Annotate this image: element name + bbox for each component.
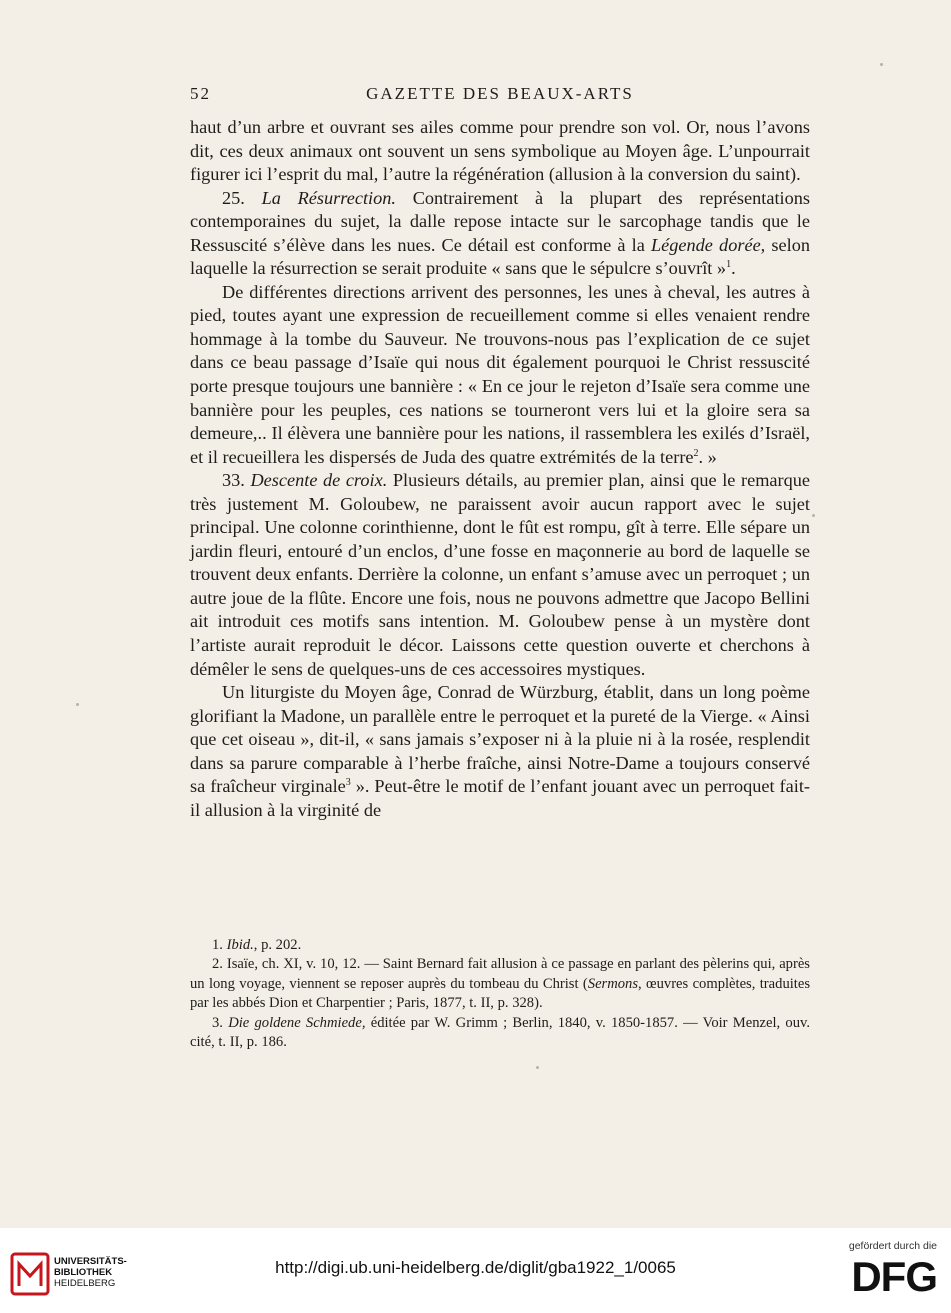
paragraph-text: selon laquelle la résurrection se serait produite « sans que le sépulcre s’ouvrît »	[190, 234, 811, 279]
paper-speck	[536, 1066, 539, 1069]
item-number: 25.	[222, 187, 245, 208]
permalink[interactable]: http://digi.ub.uni-heidelberg.de/diglit/gba1922_1/0065	[275, 1258, 676, 1277]
institution-line: UNIVERSITÄTS-	[54, 1256, 127, 1267]
journal-title: GAZETTE DES BEAUX-ARTS	[366, 84, 634, 103]
item-number: 33.	[222, 470, 245, 491]
paragraph-text: .	[731, 258, 736, 279]
paragraph	[190, 681, 810, 822]
footnote	[190, 1014, 810, 1053]
paragraph-text: . »	[698, 446, 717, 467]
dfg-logo: DFG	[851, 1253, 937, 1300]
footnote	[190, 936, 810, 955]
paragraph-text: Contrairement à la plupart des représentations contemporaines du sujet, la dalle repose intacte sur le sarcophage tandis que le Ressuscité s’élève dans les nues. Ce détail est conforme à la	[190, 187, 811, 255]
paper-speck	[812, 514, 815, 517]
paragraph: haut d’un arbre et ouvrant ses ailes comme pour prendre son vol. Or, nous l’avons dit, ces deux animaux ont souvent un sens symbolique au Moyen âge. L’unpourrait figurer ici l’esprit du mal, l’autre la régénération (allusion à la conversion du saint).	[190, 117, 810, 185]
paragraph-text: Un liturgiste du Moyen âge, Conrad de Würzburg, établit, dans un long poème glorifiant la Madone, un parallèle entre le perroquet et la pureté de la Vierge. « Ainsi que cet oiseau », dit-il, « sans jamais s’exposer ni à la pluie ni à la rosée, resplendit dans sa parure comparable à l’herbe fraîche, ainsi Notre-Dame a toujours conservé sa fraîcheur virginale	[190, 682, 810, 797]
footnote-title: Sermons	[587, 975, 639, 992]
footnote-title: Die goldene Schmiede,	[228, 1014, 366, 1031]
footnote-text: , p. 202.	[253, 937, 302, 953]
footnote-title: Ibid.	[226, 937, 254, 953]
item-title: Descente de croix.	[250, 470, 388, 491]
page-number: 52	[190, 84, 211, 103]
paragraph-text: ». Peut-être le motif de l’enfant jouant avec un perroquet fait-il allusion à la virginité de	[190, 776, 810, 820]
funder-caption: gefördert durch die	[848, 1240, 937, 1252]
footnote	[190, 955, 810, 1013]
footnote-text: 2. Isaïe, ch. XI, v. 10, 12. — Saint Bernard fait allusion à ce passage en parlant des pèlerins qui, après un long voyage, viennent se reposer auprès du tombeau du Christ (	[190, 956, 810, 992]
footnote-ref[interactable]: 3	[345, 777, 351, 789]
paper-speck	[880, 63, 883, 66]
paragraph	[190, 187, 810, 281]
institution-line: BIBLIOTHEK	[54, 1267, 113, 1278]
running-header	[190, 84, 810, 108]
footnote-ref[interactable]: 2	[693, 447, 699, 459]
main-text	[190, 116, 810, 822]
footnote-number: 3.	[212, 1014, 223, 1031]
item-title: La Résurrection.	[261, 187, 396, 208]
footnote-ref[interactable]: 1	[726, 259, 732, 271]
footnote-text: , œuvres complètes, traduites par les abbés Dion et Charpentier ; Paris, 1877, t. II, p. 328).	[190, 975, 811, 1012]
work-title: Légende dorée,	[650, 234, 766, 255]
paragraph	[190, 469, 810, 681]
footnotes	[190, 936, 810, 1052]
paragraph-text: De différentes directions arrivent des personnes, les unes à cheval, les autres à pied, toutes ayant une expression de recueillement comme si elles venaient rendre hommage à la tombe du Sauveur. Ne trouvons-nous pas l’explication de ce sujet dans ce beau passage d’Isaïe qui nous dit également pourquoi le Christ ressuscité porte presque toujours une bannière : « En ce jour le rejeton d’Isaïe sera comme une bannière pour les peuples, ces nations se tourneront vers lui et la gloire sera sa demeure,.. Il élèvera une bannière pour les nations, il rassemblera les exilés d’Israël, et il recueillera les dispersés de Juda des quatre extrémités de la terre	[190, 281, 810, 467]
paragraph-text: Plusieurs détails, au premier plan, ainsi que le remarque très justement M. Goloubew, ne paraissent avoir aucun rapport avec le sujet principal. Une colonne corinthienne, dont le fût est rompu, gît à terre. Elle sépare un jardin fleuri, entouré d’un enclos, d’une fosse en maçonnerie au bord de laquelle se trouvent deux enfants. Derrière la colonne, un enfant s’amuse avec un perroquet ; un autre joue de la flûte. Encore une fois, nous ne pouvons admettre que Jacopo Bellini ait introduit ces motifs sans intention. M. Goloubew pense à un mystère dont l’artiste aurait reproduit le décor. Laissons cette question ouverte et cherchons à démêler le sens de quelques-uns de ces accessoires mystiques.	[190, 470, 811, 679]
paper-speck	[76, 703, 79, 706]
footnote-number: 1.	[212, 937, 223, 953]
institution-line: HEIDELBERG	[54, 1278, 116, 1289]
digitization-footer	[0, 1228, 951, 1313]
paragraph	[190, 281, 810, 469]
footnote-text: éditée par W. Grimm ; Berlin, 1840, v. 1850-1857. — Voir Menzel, ouv. cité, t. II, p. 186.	[190, 1014, 810, 1051]
